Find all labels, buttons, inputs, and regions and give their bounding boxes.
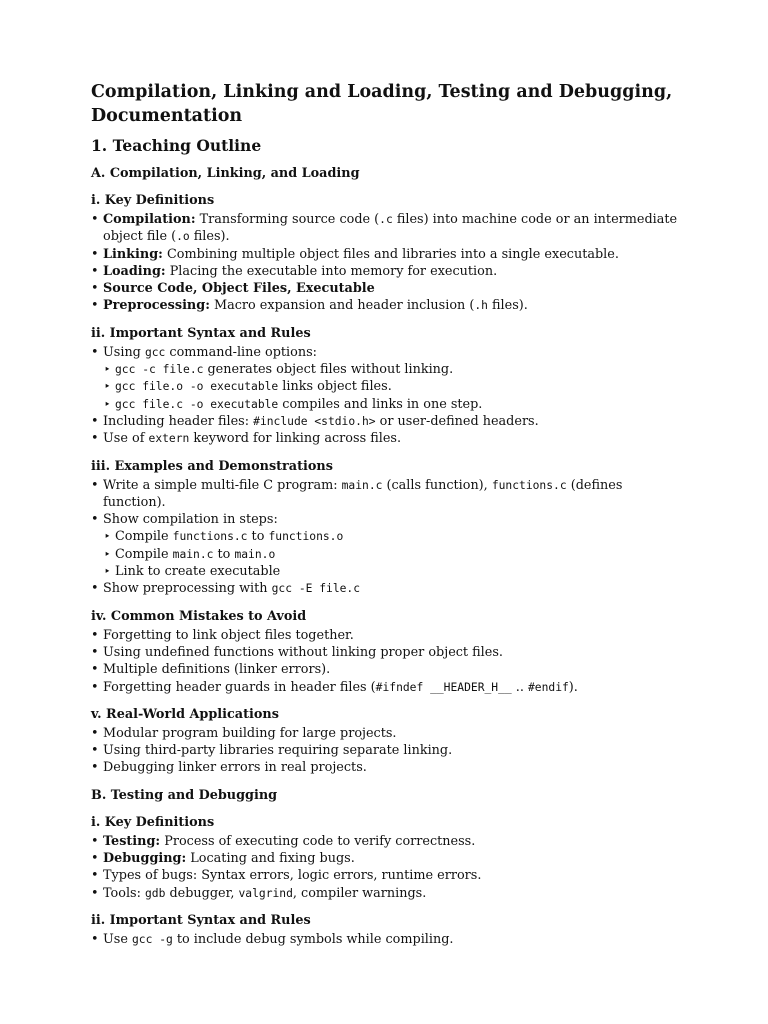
document-content bbox=[91, 80, 681, 958]
subheading-real-world-applications: v. Real-World Applications bbox=[91, 706, 279, 722]
list-item: • Tools: gdb debugger, valgrind, compiler warnings. bbox=[91, 885, 681, 902]
list-item: • Forgetting header guards in header files (#ifndef __HEADER_H__ .. #endif). bbox=[91, 679, 681, 696]
nested-list-item: ‣ gcc file.c -o executable compiles and links in one step. bbox=[103, 396, 681, 413]
list-item: • Debugging linker errors in real projects. bbox=[91, 759, 681, 776]
list-item: • Including header files: #include <stdio.h> or user-defined headers. bbox=[91, 413, 681, 430]
list-item: • Use of extern keyword for linking across files. bbox=[91, 430, 681, 447]
list-item: • Forgetting to link object files together. bbox=[91, 627, 681, 644]
list-item: • Debugging: Locating and fixing bugs. bbox=[91, 850, 681, 867]
subheading-common-mistakes: iv. Common Mistakes to Avoid bbox=[91, 608, 307, 624]
part-heading-testing-debugging: B. Testing and Debugging bbox=[91, 787, 278, 803]
subheading-key-definitions-b: i. Key Definitions bbox=[91, 814, 215, 830]
nested-list-item: ‣ gcc file.o -o executable links object files. bbox=[103, 378, 681, 395]
nested-list-item: ‣ Link to create executable bbox=[103, 563, 681, 580]
section-heading-teaching-outline: 1. Teaching Outline bbox=[91, 136, 262, 155]
gcc-options-list bbox=[103, 361, 681, 413]
list-item: • Multiple definitions (linker errors). bbox=[91, 661, 681, 678]
list-item: • Show compilation in steps: ‣ Compile functions.c to functions.o ‣ Compile main.c to main.o ‣ Link to create executable bbox=[91, 511, 681, 580]
list-item: • Types of bugs: Syntax errors, logic errors, runtime errors. bbox=[91, 867, 681, 884]
list-item: • Using gcc command-line options: ‣ gcc -c file.c generates object files without linking. ‣ gcc file.o -o executable links object files. ‣ gcc file.c -o executable compiles and links in one step. bbox=[91, 344, 681, 413]
list-item: • Use gcc -g to include debug symbols while compiling. bbox=[91, 931, 681, 948]
subheading-syntax-rules-b: ii. Important Syntax and Rules bbox=[91, 912, 311, 928]
list-item: • Compilation: Transforming source code (.c files) into machine code or an intermediate object file (.o files). bbox=[91, 211, 681, 246]
nested-list-item: ‣ Compile main.c to main.o bbox=[103, 546, 681, 563]
list-item: • Using third-party libraries requiring separate linking. bbox=[91, 742, 681, 759]
list-item: • Using undefined functions without linking proper object files. bbox=[91, 644, 681, 661]
list-item: • Modular program building for large projects. bbox=[91, 725, 681, 742]
syntax-rules-list-a bbox=[91, 344, 681, 448]
key-definitions-list-a bbox=[91, 211, 681, 315]
list-item: • Write a simple multi-file C program: main.c (calls function), functions.c (defines function). bbox=[91, 477, 681, 512]
key-definitions-list-b bbox=[91, 833, 681, 902]
syntax-rules-list-b bbox=[91, 931, 681, 948]
common-mistakes-list bbox=[91, 627, 681, 696]
subheading-syntax-rules-a: ii. Important Syntax and Rules bbox=[91, 325, 311, 341]
list-item: • Preprocessing: Macro expansion and header inclusion (.h files). bbox=[91, 297, 681, 314]
nested-list-item: ‣ gcc -c file.c generates object files without linking. bbox=[103, 361, 681, 378]
examples-list bbox=[91, 477, 681, 598]
list-item: • Loading: Placing the executable into memory for execution. bbox=[91, 263, 681, 280]
subheading-key-definitions-a: i. Key Definitions bbox=[91, 193, 215, 208]
compilation-steps-list bbox=[103, 528, 681, 580]
part-heading-compilation: A. Compilation, Linking, and Loading bbox=[91, 166, 360, 181]
list-item: • Testing: Process of executing code to verify correctness. bbox=[91, 833, 681, 850]
applications-list bbox=[91, 725, 681, 777]
nested-list-item: ‣ Compile functions.c to functions.o bbox=[103, 528, 681, 545]
list-item: • Source Code, Object Files, Executable bbox=[91, 280, 681, 297]
list-item: • Show preprocessing with gcc -E file.c bbox=[91, 580, 681, 597]
document-title: Compilation, Linking and Loading, Testing and Debugging, Documentation bbox=[91, 82, 673, 126]
subheading-examples: iii. Examples and Demonstrations bbox=[91, 458, 333, 474]
list-item: • Linking: Combining multiple object files and libraries into a single executable. bbox=[91, 246, 681, 263]
